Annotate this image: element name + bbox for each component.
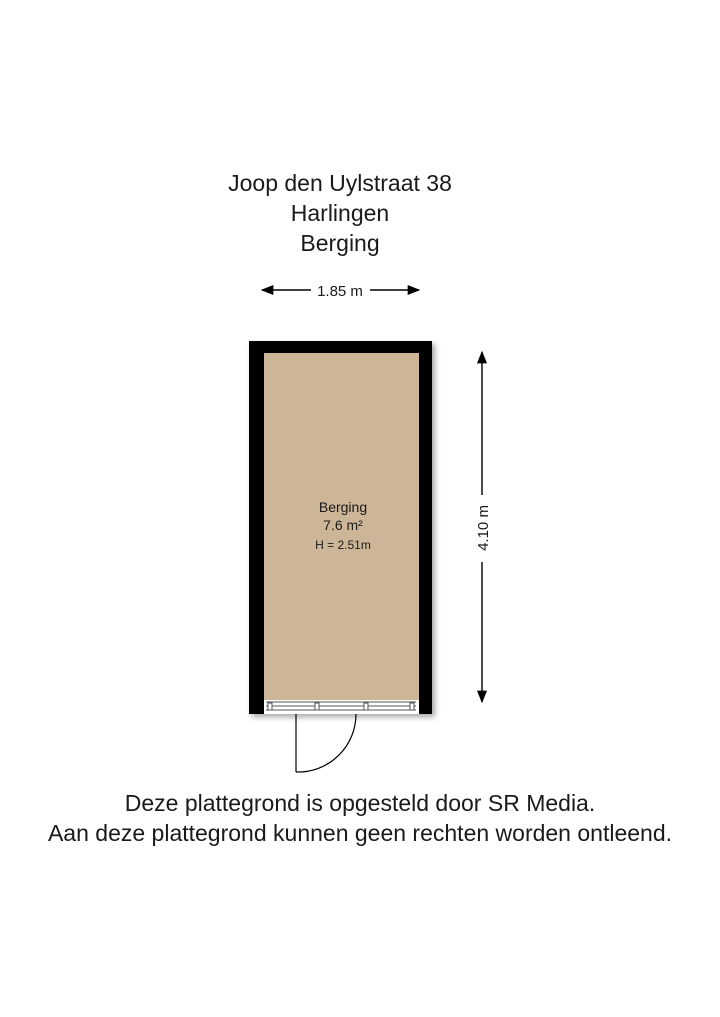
address-title: Joop den Uylstraat 38 — [228, 170, 452, 196]
height-dimension — [475, 352, 492, 702]
floor-title: Berging — [300, 230, 380, 256]
disclaimer-line-1: Deze plattegrond is opgesteld door SR Media. — [124, 790, 596, 816]
width-label: 1.85 m — [317, 283, 363, 300]
disclaimer — [0, 788, 720, 848]
room-label — [315, 499, 371, 552]
width-dimension — [262, 283, 419, 300]
room-area: 7.6 m² — [323, 517, 363, 533]
height-label: 4.10 m — [475, 505, 492, 551]
door-arc — [296, 714, 356, 772]
disclaimer-line-2: Aan deze plattegrond kunnen geen rechten worden ontleend. — [47, 820, 673, 846]
room-name: Berging — [318, 499, 368, 515]
city-title: Harlingen — [290, 200, 390, 226]
room-ceiling-height: H = 2.51m — [315, 538, 371, 552]
door-swing — [296, 714, 356, 772]
